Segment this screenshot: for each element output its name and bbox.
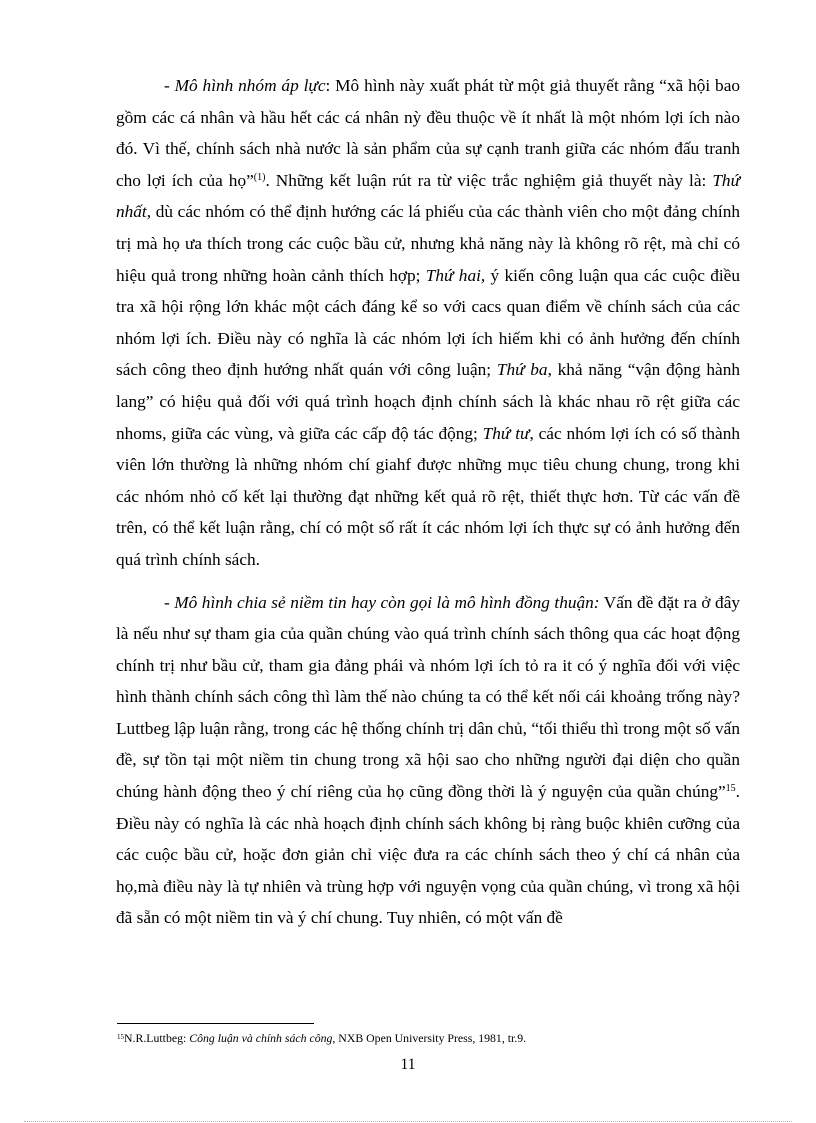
- paragraph-text: , dù các nhóm có thể định hướng các lá phiếu của các thành viên cho một đảng chính trị mà họ ưa thích trong các cuộc bầu cử, nhưng khả năng này là không rõ rệt, mà chỉ có hiệu quả trong những hoàn cảnh thích hợp;: [116, 202, 740, 285]
- paragraph: [116, 587, 740, 935]
- paragraph-text: . Những kết luận rút ra từ việc trắc nghiệm giả thuyết này là:: [265, 170, 713, 190]
- page-number: 11: [400, 1056, 416, 1073]
- page-boundary: [24, 1121, 792, 1122]
- paragraph-text: , các nhóm lợi ích có số thành viên lớn thường là những nhóm chí giahf được những mục tiêu chung chung, trong khi các nhóm nhỏ cố kết lại thường đạt những kết quả rõ rệt, thiết thực hơn. Từ các vấn đề trên, có thể kết luận rằng, chí có một số rất ít các nhóm lợi ích thực sự có ảnh hưởng đến quá trình chính sách.: [116, 423, 740, 569]
- emphasis-text: Thứ nhất: [116, 170, 740, 222]
- footnote-publication: , NXB Open University Press, 1981, tr.9.: [332, 1031, 527, 1045]
- emphasis-text: - Mô hình chia sẻ niềm tin hay còn gọi là mô hình đồng thuận:: [164, 592, 600, 612]
- body-text: [116, 70, 740, 934]
- paragraph-text: ý kiến công luận qua các cuộc điều tra xã hội rộng lớn khác một cách đáng kể so với cacs quan điểm về chính sách của các nhóm lợi ích. Điều này có nghĩa là các nhóm lợi ích hiếm khi có ảnh hưởng đến chính sách công theo định hướng nhất quán với công luận;: [116, 265, 740, 380]
- emphasis-text: - Mô hình nhóm áp lực: [164, 76, 326, 95]
- footnote-reference: 15: [725, 783, 736, 795]
- emphasis-text: Thứ hai,: [425, 265, 486, 285]
- paragraph-text: , khả năng “vận động hành lang” có hiệu quả đối với quá trình hoạch định chính sách là khác nhau rõ rệt giữa các nhoms, giữa các vùng, và giữa các cấp độ tác động;: [116, 360, 740, 443]
- emphasis-text: Thứ tư: [482, 423, 530, 443]
- footnote-author: N.R.Luttbeg:: [124, 1031, 190, 1045]
- footnote-separator: [117, 1023, 314, 1024]
- paragraph: [116, 70, 740, 576]
- footnote-reference: (1): [253, 171, 266, 183]
- footnote: [117, 1030, 737, 1046]
- footnote-number: 15: [117, 1033, 124, 1041]
- footnote-title: Công luận và chính sách công: [189, 1031, 333, 1045]
- paragraph-text: . Điều này có nghĩa là các nhà hoạch định chính sách không bị ràng buộc khiên cưỡng của các cuộc bầu cử, hoặc đơn giản chỉ việc đưa ra các chính sách theo ý chí cá nhân của họ,mà điều này là tự nhiên và trùng hợp với nguyện vọng của quần chúng, vì trong xã hội đã sẵn có một niềm tin và ý chí chung. Tuy nhiên, có một vấn đề: [116, 782, 740, 928]
- paragraph-text: Vấn đề đặt ra ở đây là nếu như sự tham gia của quần chúng vào quá trình chính sách thông qua các hoạt động chính trị như bầu cử, tham gia đảng phái và nhóm lợi ích tỏ ra it có ý nghĩa đối với việc hình thành chính sách công thì làm thế nào chúng ta có thể kết nối cái khoảng trống này? Luttbeg lập luận rằng, trong các hệ thống chính trị dân chủ, “tối thiểu thì trong một số vấn đề, sự tồn tại một niềm tin chung trong xã hội sao cho những người đại diện cho quần chúng hành động theo ý chí riêng của họ cũng đồng thời là ý nguyện của quần chúng”: [116, 592, 741, 802]
- emphasis-text: Thứ ba: [496, 360, 548, 380]
- paragraph-text: : Mô hình này xuất phát từ một giả thuyết rằng “xã hội bao gồm các cá nhân và hầu hết các cá nhân nỳ đều thuộc về ít nhất là một nhóm lợi ích nào đó. Vì thế, chính sách nhà nước là sản phẩm của sự cạnh tranh giữa các nhóm đấu tranh cho lợi ích của họ”: [116, 76, 740, 190]
